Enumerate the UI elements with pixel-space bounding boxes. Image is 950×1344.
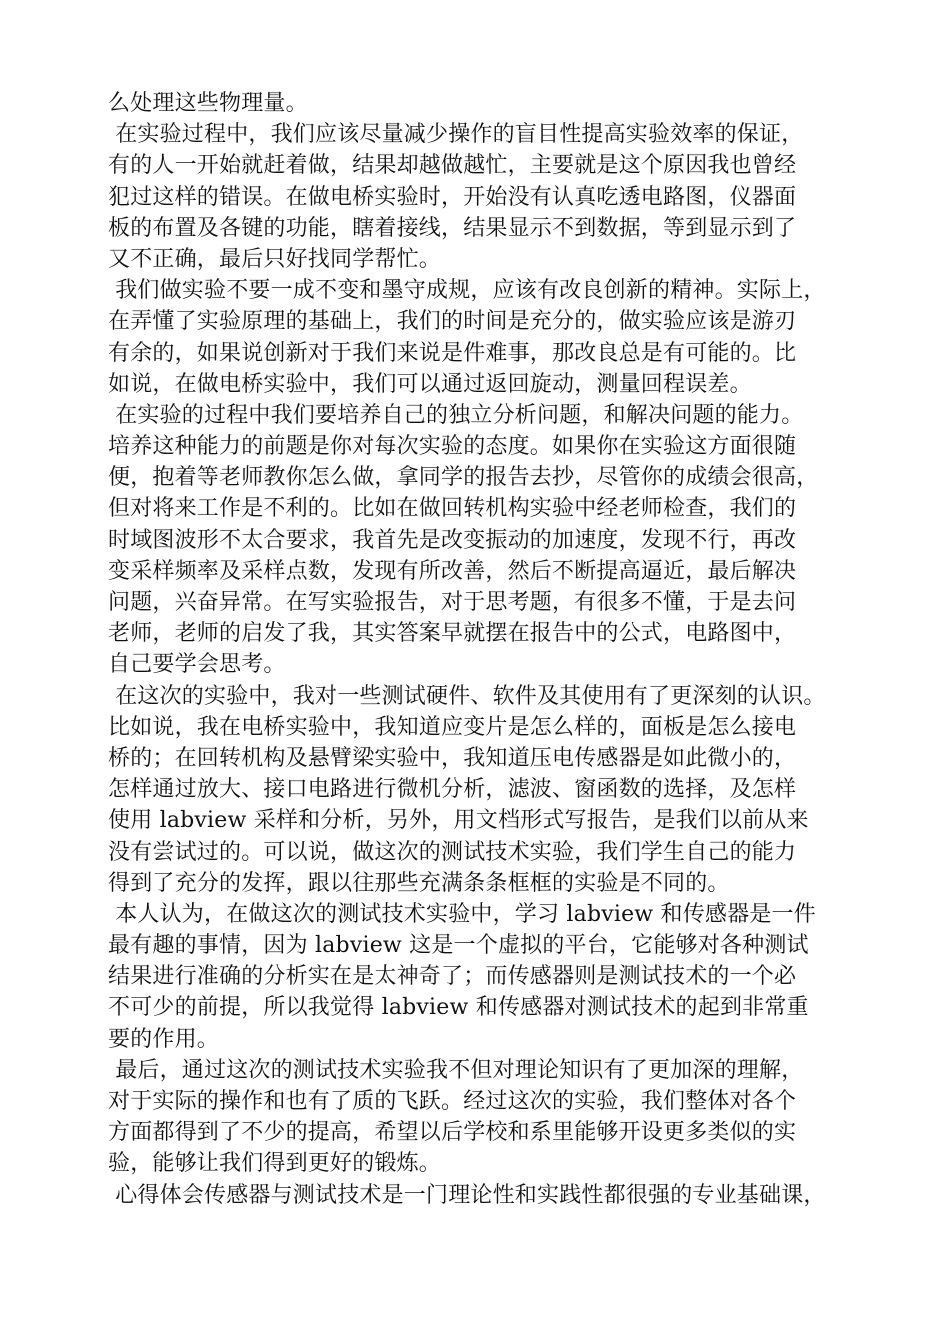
text-line: 方面都得到了不少的提高，希望以后学校和系里能够开设更多类似的实 (108, 1120, 797, 1146)
text-line: 验，能够让我们得到更好的锻炼。 (108, 1151, 442, 1177)
text-line: 在弄懂了实验原理的基础上，我们的时间是充分的，做实验应该是游刃 (108, 309, 797, 335)
text-line: 时域图波形不太合要求，我首先是改变振动的加速度，发现不行，再改 (108, 527, 797, 553)
text-line: 培养这种能力的前题是你对每次实验的态度。如果你在实验这方面很随 (108, 434, 797, 460)
text-line: 没有尝试过的。可以说，做这次的测试技术实验，我们学生自己的能力 (108, 839, 797, 865)
text-line: 自己要学会思考。 (108, 652, 286, 678)
text-line: 桥的；在回转机构及悬臂梁实验中，我知道压电传感器是如此微小的， (108, 745, 797, 771)
text-line: 在实验过程中，我们应该尽量减少操作的盲目性提高实验效率的保证， (108, 122, 804, 148)
text-line: 老师，老师的启发了我，其实答案早就摆在报告中的公式，电路图中， (108, 621, 797, 647)
text-line: 结果进行准确的分析实在是太神奇了；而传感器则是测试技术的一个必 (108, 964, 797, 990)
document-body-text (108, 88, 868, 1211)
text-line: 对于实际的操作和也有了质的飞跃。经过这次的实验，我们整体对各个 (108, 1089, 797, 1114)
text-line: 有的人一开始就赶着做，结果却越做越忙，主要就是这个原因我也曾经 (108, 153, 797, 179)
text-line: 如说，在做电桥实验中，我们可以通过返回旋动，测量回程误差。 (108, 371, 752, 397)
text-line: 犯过这样的错误。在做电桥实验时，开始没有认真吃透电路图，仪器面 (108, 184, 797, 210)
text-line: 不可少的前提，所以我觉得 labview 和传感器对测试技术的起到非常重 (108, 995, 809, 1021)
text-line: 最后，通过这次的测试技术实验我不但对理论知识有了更加深的理解， (108, 1057, 804, 1083)
text-line: 板的布置及各键的功能，瞎着接线，结果显示不到数据，等到显示到了 (108, 215, 797, 241)
text-line: 我们做实验不要一成不变和墨守成规，应该有改良创新的精神。实际上， (108, 278, 826, 304)
text-line: 比如说，我在电桥实验中，我知道应变片是怎么样的，面板是怎么接电 (108, 714, 797, 740)
text-line: 问题，兴奋异常。在写实验报告，对于思考题，有很多不懂，于是去问 (108, 590, 797, 615)
text-line: 得到了充分的发挥，跟以往那些充满条条框框的实验是不同的。 (108, 870, 730, 896)
text-line: 便，抱着等老师教你怎么做，拿同学的报告去抄，尽管你的成绩会很高， (108, 465, 819, 491)
text-line: 么处理这些物理量。 (108, 91, 308, 116)
text-line: 有余的，如果说创新对于我们来说是件难事，那改良总是有可能的。比 (108, 340, 797, 366)
text-line: 使用 labview 采样和分析，另外，用文档形式写报告，是我们以前从来 (108, 808, 809, 834)
text-line: 要的作用。 (108, 1026, 220, 1052)
text-line: 在实验的过程中我们要培养自己的独立分析问题，和解决问题的能力。 (108, 402, 804, 428)
text-line: 又不正确，最后只好找同学帮忙。 (108, 246, 442, 272)
text-line: 本人认为，在做这次的测试技术实验中，学习 labview 和传感器是一件 (108, 901, 816, 927)
text-line: 在这次的实验中，我对一些测试硬件、软件及其使用有了更深刻的认识。 (108, 683, 826, 709)
text-line: 心得体会传感器与测试技术是一门理论性和实践性都很强的专业基础课， (108, 1182, 826, 1208)
text-line: 变采样频率及采样点数，发现有所改善，然后不断提高逼近，最后解决 (108, 558, 797, 584)
text-line: 但对将来工作是不利的。比如在做回转机构实验中经老师检查，我们的 (108, 496, 797, 522)
text-line: 最有趣的事情，因为 labview 这是一个虚拟的平台，它能够对各种测试 (108, 933, 809, 959)
text-line: 怎样通过放大、接口电路进行微机分析，滤波、窗函数的选择，及怎样 (108, 777, 797, 803)
